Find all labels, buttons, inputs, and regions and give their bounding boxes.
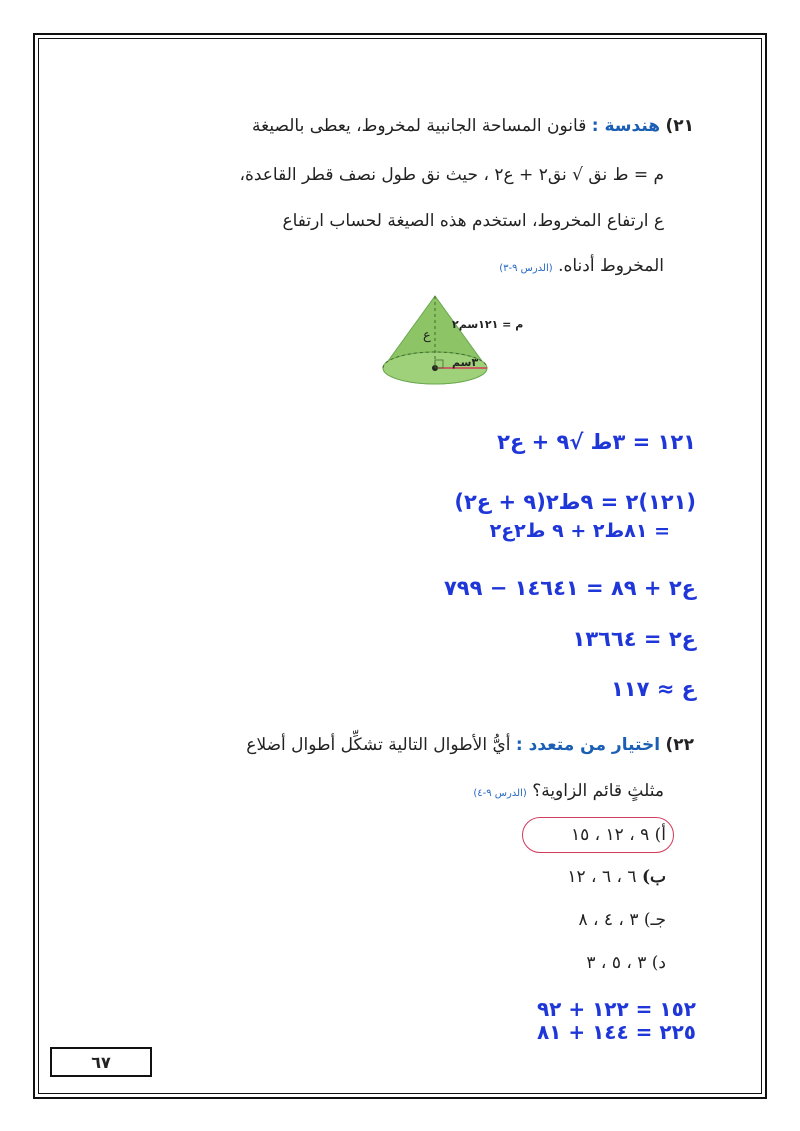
q21-text-line4: المخروط أدناه. [558, 256, 664, 276]
q21-line4 [499, 258, 664, 275]
option-b-text: ٦ ، ٦ ، ١٢ [567, 867, 637, 887]
cone-figure [375, 290, 555, 390]
q22-lesson-ref: (الدرس ٩-٤) [473, 788, 527, 799]
option-d[interactable] [586, 953, 666, 973]
option-a[interactable] [571, 825, 666, 845]
option-a-text: ٩ ، ١٢ ، ١٥ [570, 825, 650, 845]
q21-text-line1: قانون المساحة الجانبية لمخروط، يعطى بالصيغة [252, 116, 587, 136]
solution21-line2: (١٢١)٢ = ٩ط٢(٩ + ع٢) [454, 490, 696, 514]
q21-line3: ع ارتفاع المخروط، استخدم هذه الصيغة لحساب ارتفاع [282, 211, 664, 231]
solution21-line1: ١٢١ = ٣ط √٩ + ع٢ [497, 430, 696, 454]
solution21-line6: ع ≈ ١١٧ [610, 677, 696, 701]
q22-number: ٢٢) [665, 735, 694, 755]
option-c-text: ٣ ، ٤ ، ٨ [578, 910, 639, 930]
page-number: ٦٧ [91, 1052, 111, 1072]
option-c[interactable] [578, 910, 666, 930]
page-number-box [50, 1047, 152, 1077]
q22-text-line1: أيُّ الأطوال التالية تشكِّل أطوال أضلاع [246, 735, 511, 755]
option-d-text: ٣ ، ٥ ، ٣ [586, 953, 647, 973]
q22-topic: اختيار من متعدد : [515, 735, 661, 755]
q21-line1 [252, 118, 694, 135]
solution21-line3: = ٨١ط٢ + ٩ ط٢ع٢ [489, 520, 670, 542]
solution22-line2: ٢٢٥ = ١٤٤ + ٨١ [536, 1020, 696, 1044]
solution22-line1: ١٥٢ = ١٢٢ + ٩٢ [536, 997, 696, 1021]
option-c-letter: جـ) [643, 910, 666, 930]
q22-line1 [246, 737, 694, 754]
q21-line2: م = ط نق √ نق٢ + ع٢ ، حيث نق طول نصف قطر القاعدة، [239, 165, 664, 185]
option-b[interactable] [567, 867, 666, 887]
page-border-inner [38, 38, 762, 1094]
q22-text-line2: مثلثٍ قائم الزاوية؟ [532, 781, 664, 801]
solution21-line5: ع٢ = ١٣٦٦٤ [572, 627, 696, 651]
solution21-line4: ع٢ + ٨٩ = ١٤٦٤١ − ٧٩٩ [443, 576, 696, 600]
q21-topic: هندسة : [591, 116, 661, 136]
option-a-letter: أ) [654, 825, 666, 845]
cone-height-label: ع [423, 328, 431, 343]
q21-lesson-ref: (الدرس ٩-٣) [499, 263, 553, 274]
option-b-letter: ب) [641, 867, 666, 887]
cone-area-label: م = ١٢١سم٢ [452, 318, 524, 331]
cone-radius-label: ٣سم [452, 356, 479, 369]
q21-number: ٢١) [665, 116, 694, 136]
option-d-letter: د) [651, 953, 666, 973]
q22-line2 [473, 783, 664, 800]
